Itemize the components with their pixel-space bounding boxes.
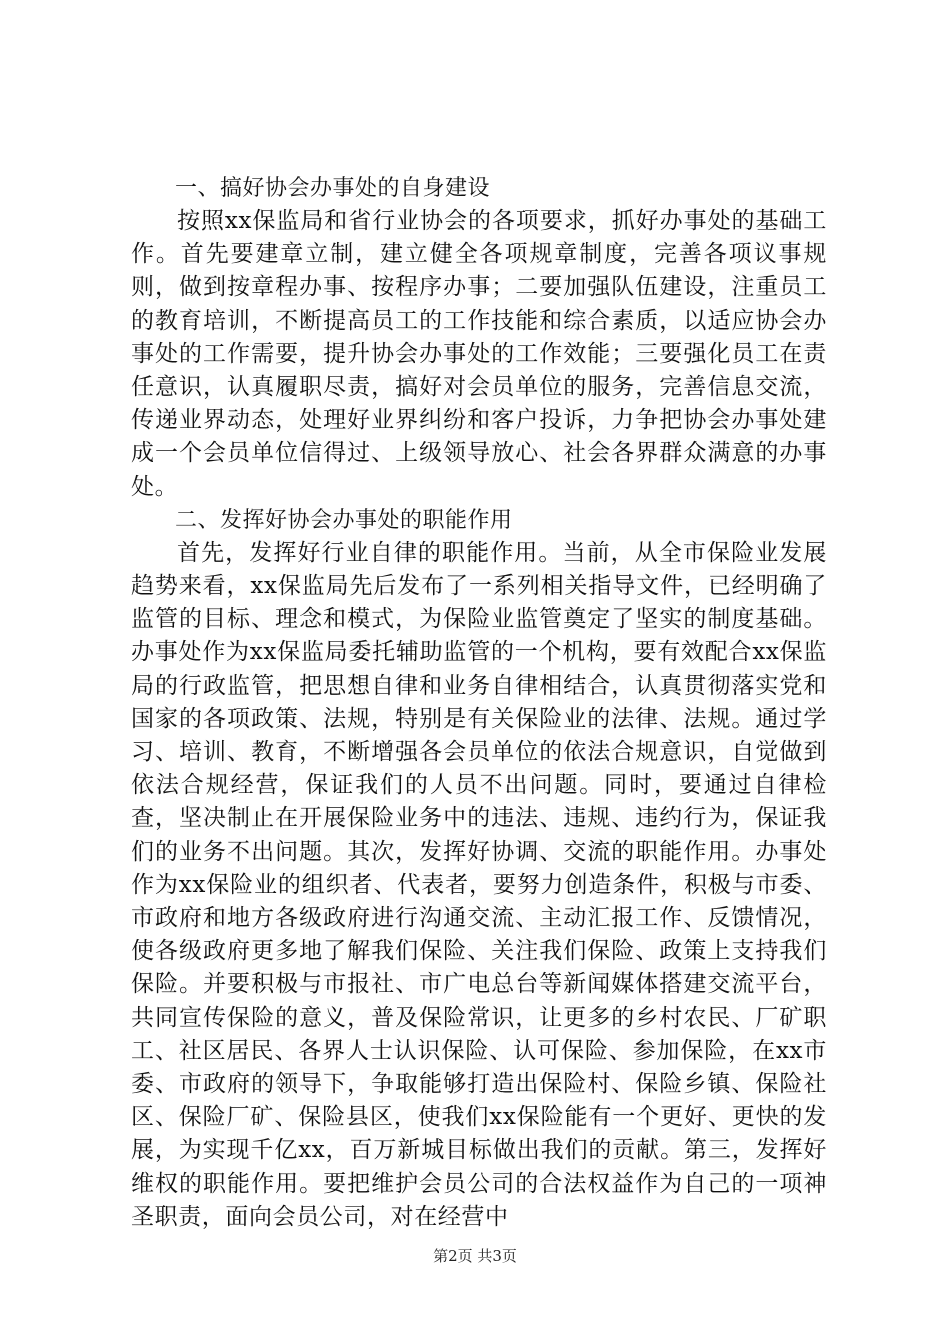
section-heading-1: 一、搞好协会办事处的自身建设 (175, 176, 491, 201)
section-2-paragraph: 首先，发挥好行业自律的职能作用。当前，从全市保险业发展趋势来看，xx保监局先后发布了一系列相关指导文件，已经明确了监管的目标、理念和模式，为保险业监管奠定了坚实的制度基础。办事处作为xx保监局委托辅助监管的一个机构，要有效配合xx保监局的行政监管，把思想自律和业务自律相结合，认真贯彻落实党和国家的各项政策、法规，特别是有关保险业的法律、法规。通过学习、培训、教育，不断增强各会员单位的依法合规意识，自觉做到依法合规经营，保证我们的人员不出问题。同时，要通过自律检查，坚决制止在开展保险业务中的违法、违规、违约行为，保证我们的业务不出问题。其次，发挥好协调、交流的职能作用。办事处作为xx保险业的组织者、代表者，要努力创造条件，积极与市委、市政府和地方各级政府进行沟通交流、主动汇报工作、反馈情况，使各级政府更多地了解我们保险、关注我们保险、政策上支持我们保险。并要积极与市报社、市广电总台等新闻媒体搭建交流平台，共同宣传保险的意义，普及保险常识，让更多的乡村农民、厂矿职工、社区居民、各界人士认识保险、认可保险、参加保险，在xx市委、市政府的领导下，争取能够打造出保险村、保险乡镇、保险社区、保险厂矿、保险县区，使我们xx保险能有一个更好、更快的发展，为实现千亿xx，百万新城目标做出我们的贡献。第三，发挥好维权的职能作用。要把维护会员公司的合法权益作为自己的一项神圣职责，面向会员公司，对在经营中 (131, 539, 827, 1230)
section-1-paragraph: 按照xx保监局和省行业协会的各项要求，抓好办事处的基础工作。首先要建章立制，建立健全各项规章制度，完善各项议事规则，做到按章程办事、按程序办事；二要加强队伍建设，注重员工的教育培训，不断提高员工的工作技能和综合素质，以适应协会办事处的工作需要，提升协会办事处的工作效能；三要强化员工在责任意识，认真履职尽责，搞好对会员单位的服务，完善信息交流，传递业界动态，处理好业界纠纷和客户投诉，力争把协会办事处建成一个会员单位信得过、上级领导放心、社会各界群众满意的办事处。 (131, 208, 827, 500)
document-body (131, 172, 827, 1234)
section-heading-2: 二、发挥好协会办事处的职能作用 (175, 507, 513, 533)
page-number-footer: 第2页 共3页 (433, 1247, 517, 1265)
